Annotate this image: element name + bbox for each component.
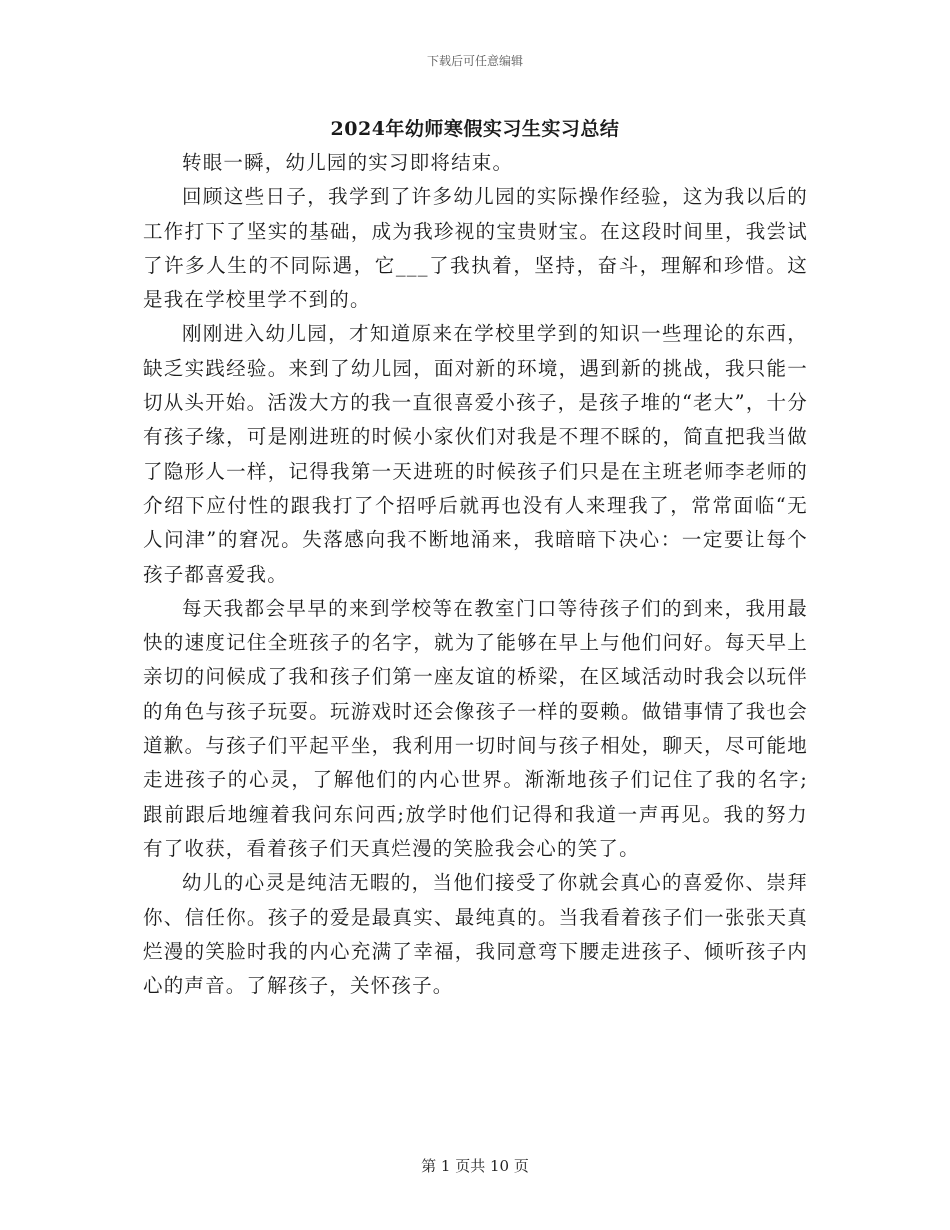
- paragraph: 转眼一瞬，幼儿园的实习即将结束。: [182, 151, 514, 174]
- document-body: [143, 146, 808, 1003]
- page-footer: 第 1 页共 10 页: [421, 1157, 529, 1175]
- paragraph: 每天我都会早早的来到学校等在教室门口等待孩子们的到来，我用最快的速度记住全班孩子的名字，就为了能够在早上与他们问好。每天早上亲切的问候成了我和孩子们第一座友谊的桥梁，在区域活动时我会以玩伴的角色与孩子玩耍。玩游戏时还会像孩子一样的耍赖。做错事情了我也会道歉。与孩子们平起平坐，我利用一切时间与孩子相处，聊天，尽可能地走进孩子的心灵，了解他们的内心世界。渐渐地孩子们记住了我的名字;跟前跟后地缠着我问东问西;放学时他们记得和我道一声再见。我的努力有了收获，看着孩子们天真烂漫的笑脸我会心的笑了。: [143, 596, 808, 860]
- paragraph: 回顾这些日子，我学到了许多幼儿园的实际操作经验，这为我以后的工作打下了坚实的基础，成为我珍视的宝贵财宝。在这段时间里，我尝试了许多人生的不同际遇，它___了我执着，坚持，奋斗，理解和珍惜。这是我在学校里学不到的。: [143, 185, 808, 312]
- paragraph: 幼儿的心灵是纯洁无暇的，当他们接受了你就会真心的喜爱你、崇拜你、信任你。孩子的爱是最真实、最纯真的。当我看着孩子们一张张天真烂漫的笑脸时我的内心充满了幸福，我同意弯下腰走进孩子、倾听孩子内心的声音。了解孩子，关怀孩子。: [143, 871, 808, 998]
- paragraph: 刚刚进入幼儿园，才知道原来在学校里学到的知识一些理论的东西，缺乏实践经验。来到了幼儿园，面对新的环境，遇到新的挑战，我只能一切从头开始。活泼大方的我一直很喜爱小孩子，是孩子堆的“老大”，十分有孩子缘，可是刚进班的时候小家伙们对我是不理不睬的，简直把我当做了隐形人一样，记得我第一天进班的时候孩子们只是在主班老师李老师的介绍下应付性的跟我打了个招呼后就再也没有人来理我了，常常面临“无人问津”的窘况。失落感向我不断地涌来，我暗暗下决心：一定要让每个孩子都喜爱我。: [143, 322, 808, 586]
- document-title: 2024年幼师寒假实习生实习总结: [330, 118, 620, 140]
- header-note: 下载后可任意编辑: [426, 54, 523, 68]
